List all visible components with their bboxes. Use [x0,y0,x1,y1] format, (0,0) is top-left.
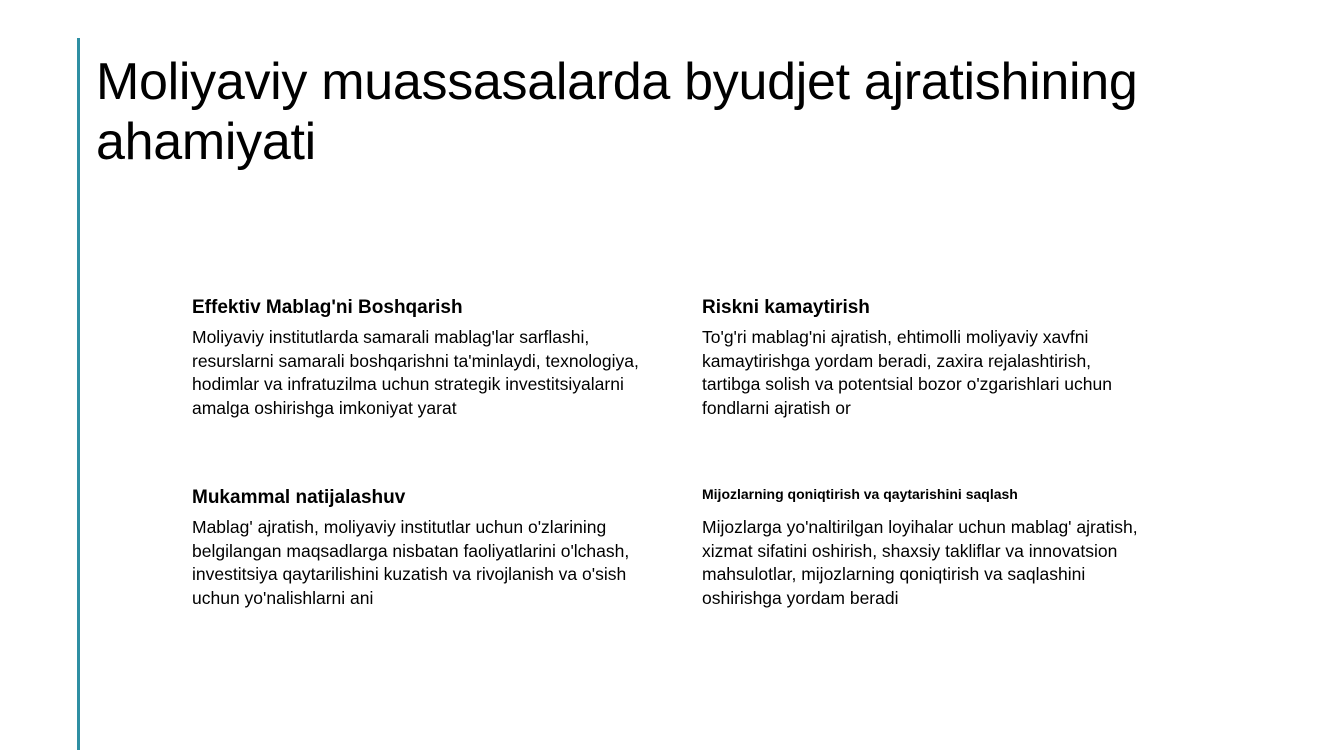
card-body: Mijozlarga yo'naltirilgan loyihalar uchun mablag' ajratish, xizmat sifatini oshirish, shaxsiy takliflar va innovatsion mahsulotlar, mijozlarning qoniqtirish va saqlashini oshirishga yordam beradi [702,517,1138,608]
card-body: Moliyaviy institutlarda samarali mablag'lar sarflashi, resurslarni samarali boshqarishni ta'minlaydi, texnologiya, hodimlar va infratuzilma uchun strategik investitsiyalarni amalga oshirishga imkoniyat yarat [192,327,639,418]
card-risk-reduction [702,296,1152,420]
card-heading: Mijozlarning qoniqtirish va qaytarishini saqlash [702,486,1018,502]
accent-bar [77,38,80,750]
card-effective-funding [192,296,642,420]
card-body: To'g'ri mablag'ni ajratish, ehtimolli moliyaviy xavfni kamaytirishga yordam beradi, zaxira rejalashtirish, tartibga solish va potentsial bozor o'zgarishlari uchun fondlarni ajratish or [702,327,1112,418]
card-heading: Mukammal natijalashuv [192,487,406,508]
card-body: Mablag' ajratish, moliyaviy institutlar uchun o'zlarining belgilangan maqsadlarga nisbatan faoliyatlarini o'lchash, investitsiya qaytarilishini kuzatish va rivojlanish va o'sish uchun yo'nalishlarni ani [192,517,630,608]
card-heading: Riskni kamaytirish [702,297,870,318]
card-customer-retention [702,484,1152,610]
card-performance [192,486,642,610]
card-heading: Effektiv Mablag'ni Boshqarish [192,297,463,318]
slide-title: Moliyaviy muassasalarda byudjet ajratishining ahamiyati [96,53,1138,171]
